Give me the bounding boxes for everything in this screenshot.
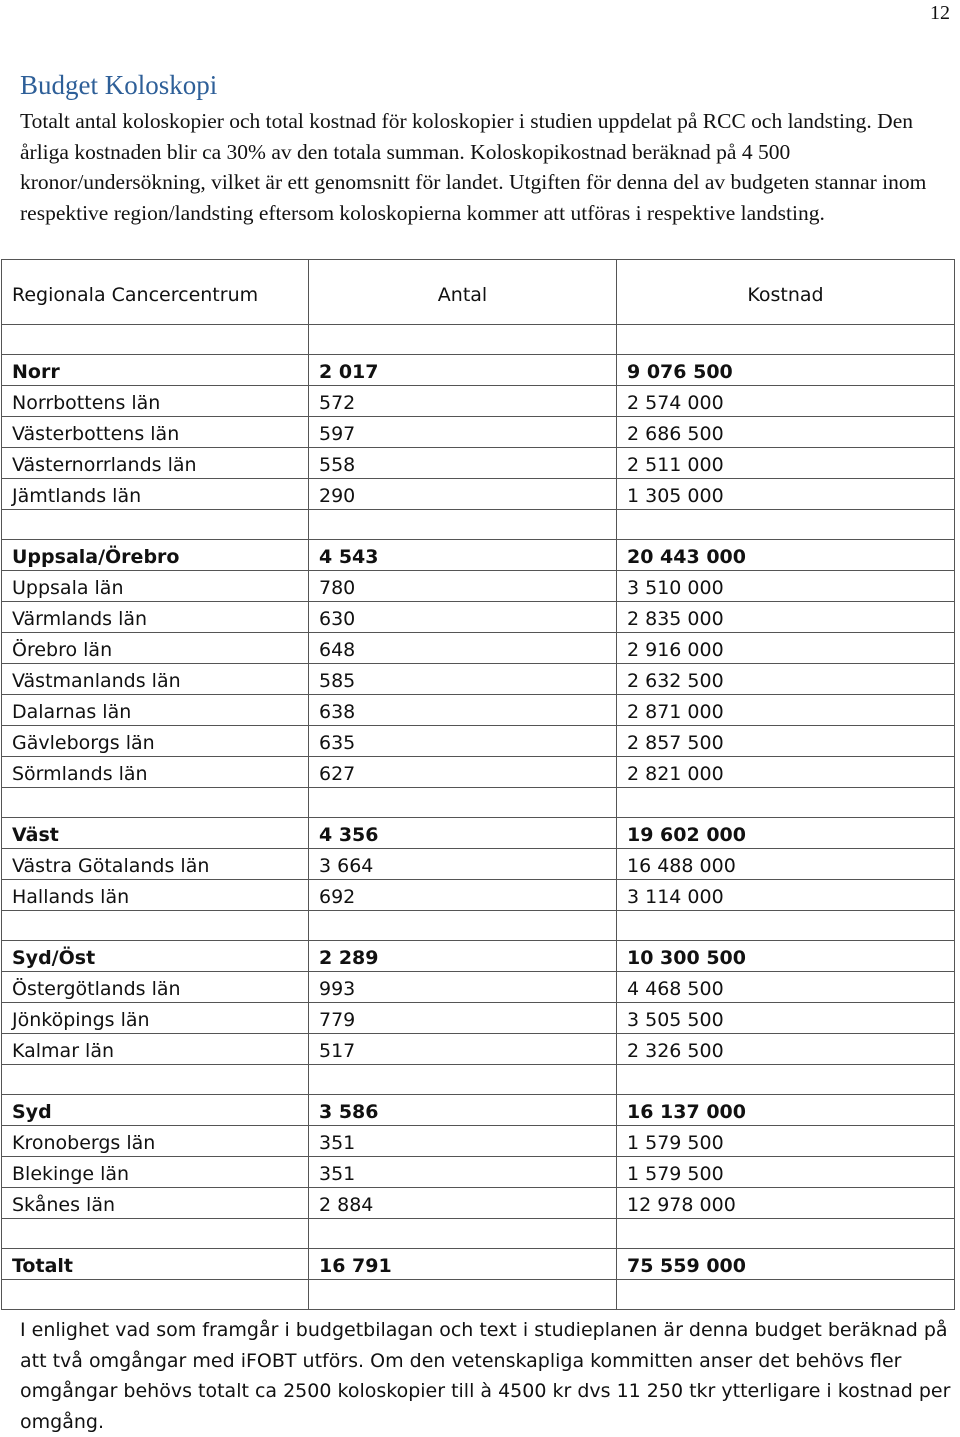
- antal-cell: 3 664: [309, 849, 617, 880]
- budget-table: [1, 259, 955, 1310]
- table-row: [2, 571, 955, 602]
- region-cell: Uppsala/Örebro: [2, 540, 309, 571]
- spacer-row: [2, 1219, 955, 1249]
- budget-table-body: [2, 260, 955, 1310]
- table-row: [2, 1157, 955, 1188]
- antal-cell: 638: [309, 695, 617, 726]
- header-antal: Antal: [309, 260, 617, 325]
- region-cell: Västmanlands län: [2, 664, 309, 695]
- kostnad-cell: 4 468 500: [617, 972, 955, 1003]
- table-header-row: [2, 260, 955, 325]
- kostnad-cell: 2 821 000: [617, 757, 955, 788]
- kostnad-cell: 2 326 500: [617, 1034, 955, 1065]
- antal-cell: 351: [309, 1126, 617, 1157]
- empty-cell: [617, 1280, 955, 1310]
- table-row: [2, 757, 955, 788]
- antal-cell: 290: [309, 479, 617, 510]
- empty-cell: [617, 911, 955, 941]
- kostnad-cell: 16 137 000: [617, 1095, 955, 1126]
- empty-cell: [2, 1065, 309, 1095]
- kostnad-cell: 75 559 000: [617, 1249, 955, 1280]
- table-row: [2, 386, 955, 417]
- kostnad-cell: 9 076 500: [617, 355, 955, 386]
- region-cell: Hallands län: [2, 880, 309, 911]
- kostnad-cell: 20 443 000: [617, 540, 955, 571]
- kostnad-cell: 1 579 500: [617, 1126, 955, 1157]
- page-number: 12: [930, 2, 950, 24]
- antal-cell: 692: [309, 880, 617, 911]
- kostnad-cell: 2 686 500: [617, 417, 955, 448]
- table-row: [2, 602, 955, 633]
- antal-cell: 2 884: [309, 1188, 617, 1219]
- group-row: [2, 355, 955, 386]
- antal-cell: 585: [309, 664, 617, 695]
- region-cell: Uppsala län: [2, 571, 309, 602]
- region-cell: Östergötlands län: [2, 972, 309, 1003]
- table-row: [2, 448, 955, 479]
- table-row: [2, 633, 955, 664]
- spacer-row: [2, 510, 955, 540]
- empty-cell: [2, 911, 309, 941]
- kostnad-cell: 12 978 000: [617, 1188, 955, 1219]
- kostnad-cell: 2 916 000: [617, 633, 955, 664]
- region-cell: Norr: [2, 355, 309, 386]
- empty-cell: [309, 325, 617, 355]
- group-row: [2, 540, 955, 571]
- table-row: [2, 849, 955, 880]
- table-row: [2, 1034, 955, 1065]
- header-kostnad: Kostnad: [617, 260, 955, 325]
- antal-cell: 351: [309, 1157, 617, 1188]
- empty-cell: [2, 1219, 309, 1249]
- region-cell: Sörmlands län: [2, 757, 309, 788]
- antal-cell: 517: [309, 1034, 617, 1065]
- region-cell: Jämtlands län: [2, 479, 309, 510]
- kostnad-cell: 3 114 000: [617, 880, 955, 911]
- kostnad-cell: 16 488 000: [617, 849, 955, 880]
- region-cell: Blekinge län: [2, 1157, 309, 1188]
- empty-cell: [617, 325, 955, 355]
- kostnad-cell: 1 579 500: [617, 1157, 955, 1188]
- table-row: [2, 479, 955, 510]
- empty-cell: [309, 1219, 617, 1249]
- antal-cell: 635: [309, 726, 617, 757]
- region-cell: Skånes län: [2, 1188, 309, 1219]
- region-cell: Väst: [2, 818, 309, 849]
- table-row: [2, 1188, 955, 1219]
- antal-cell: 597: [309, 417, 617, 448]
- kostnad-cell: 3 510 000: [617, 571, 955, 602]
- table-row: [2, 1126, 955, 1157]
- region-cell: Jönköpings län: [2, 1003, 309, 1034]
- empty-cell: [617, 1065, 955, 1095]
- antal-cell: 648: [309, 633, 617, 664]
- antal-cell: 780: [309, 571, 617, 602]
- kostnad-cell: 2 574 000: [617, 386, 955, 417]
- kostnad-cell: 3 505 500: [617, 1003, 955, 1034]
- region-cell: Kalmar län: [2, 1034, 309, 1065]
- table-row: [2, 695, 955, 726]
- kostnad-cell: 10 300 500: [617, 941, 955, 972]
- section-heading: Budget Koloskopi: [20, 70, 218, 100]
- empty-cell: [309, 911, 617, 941]
- kostnad-cell: 2 511 000: [617, 448, 955, 479]
- antal-cell: 993: [309, 972, 617, 1003]
- antal-cell: 627: [309, 757, 617, 788]
- group-row: [2, 1095, 955, 1126]
- region-cell: Örebro län: [2, 633, 309, 664]
- antal-cell: 2 017: [309, 355, 617, 386]
- spacer-row: [2, 788, 955, 818]
- group-row: [2, 818, 955, 849]
- region-cell: Gävleborgs län: [2, 726, 309, 757]
- kostnad-cell: 2 835 000: [617, 602, 955, 633]
- table-row: [2, 972, 955, 1003]
- empty-cell: [309, 1280, 617, 1310]
- antal-cell: 16 791: [309, 1249, 617, 1280]
- region-cell: Syd: [2, 1095, 309, 1126]
- empty-cell: [2, 788, 309, 818]
- kostnad-cell: 1 305 000: [617, 479, 955, 510]
- empty-cell: [2, 1280, 309, 1310]
- header-region: Regionala Cancercentrum: [2, 260, 309, 325]
- region-cell: Västernorrlands län: [2, 448, 309, 479]
- group-row: [2, 941, 955, 972]
- antal-cell: 630: [309, 602, 617, 633]
- region-cell: Västerbottens län: [2, 417, 309, 448]
- empty-cell: [617, 1219, 955, 1249]
- table-row: [2, 726, 955, 757]
- region-cell: Syd/Öst: [2, 941, 309, 972]
- empty-cell: [2, 325, 309, 355]
- table-row: [2, 880, 955, 911]
- antal-cell: 2 289: [309, 941, 617, 972]
- empty-cell: [617, 510, 955, 540]
- empty-cell: [309, 1065, 617, 1095]
- region-cell: Värmlands län: [2, 602, 309, 633]
- kostnad-cell: 19 602 000: [617, 818, 955, 849]
- empty-cell: [617, 788, 955, 818]
- table-row: [2, 664, 955, 695]
- region-cell: Västra Götalands län: [2, 849, 309, 880]
- spacer-row: [2, 325, 955, 355]
- region-cell: Norrbottens län: [2, 386, 309, 417]
- antal-cell: 558: [309, 448, 617, 479]
- antal-cell: 4 543: [309, 540, 617, 571]
- spacer-row: [2, 911, 955, 941]
- empty-cell: [309, 788, 617, 818]
- empty-cell: [2, 510, 309, 540]
- table-row: [2, 1003, 955, 1034]
- antal-cell: 779: [309, 1003, 617, 1034]
- total-row: [2, 1249, 955, 1280]
- kostnad-cell: 2 857 500: [617, 726, 955, 757]
- region-cell: Totalt: [2, 1249, 309, 1280]
- intro-paragraph: Totalt antal koloskopier och total kostnad för koloskopier i studien uppdelat på RCC och landsting. Den årliga kostnaden blir ca 30% av den totala summan. Koloskopikostnad beräknad på 4 500 kronor/undersökning, vilket är ett genomsnitt för landet. Utgiften för denna del av budgeten stannar inom respektive region/landsting eftersom koloskopierna kommer att utföras i respektive landsting.: [20, 109, 927, 225]
- kostnad-cell: 2 632 500: [617, 664, 955, 695]
- spacer-row: [2, 1065, 955, 1095]
- closing-paragraph: I enlighet vad som framgår i budgetbilagan och text i studieplanen är denna budget beräknad på att två omgångar med iFOBT utförs. Om den vetenskapliga kommitten anser det behövs fler omgångar behövs totalt ca 2500 koloskopier till à 4500 kr dvs 11 250 tkr ytterligare i kostnad per omgång.: [20, 1319, 951, 1433]
- empty-cell: [309, 510, 617, 540]
- spacer-row: [2, 1280, 955, 1310]
- antal-cell: 3 586: [309, 1095, 617, 1126]
- region-cell: Dalarnas län: [2, 695, 309, 726]
- region-cell: Kronobergs län: [2, 1126, 309, 1157]
- antal-cell: 572: [309, 386, 617, 417]
- table-row: [2, 417, 955, 448]
- antal-cell: 4 356: [309, 818, 617, 849]
- kostnad-cell: 2 871 000: [617, 695, 955, 726]
